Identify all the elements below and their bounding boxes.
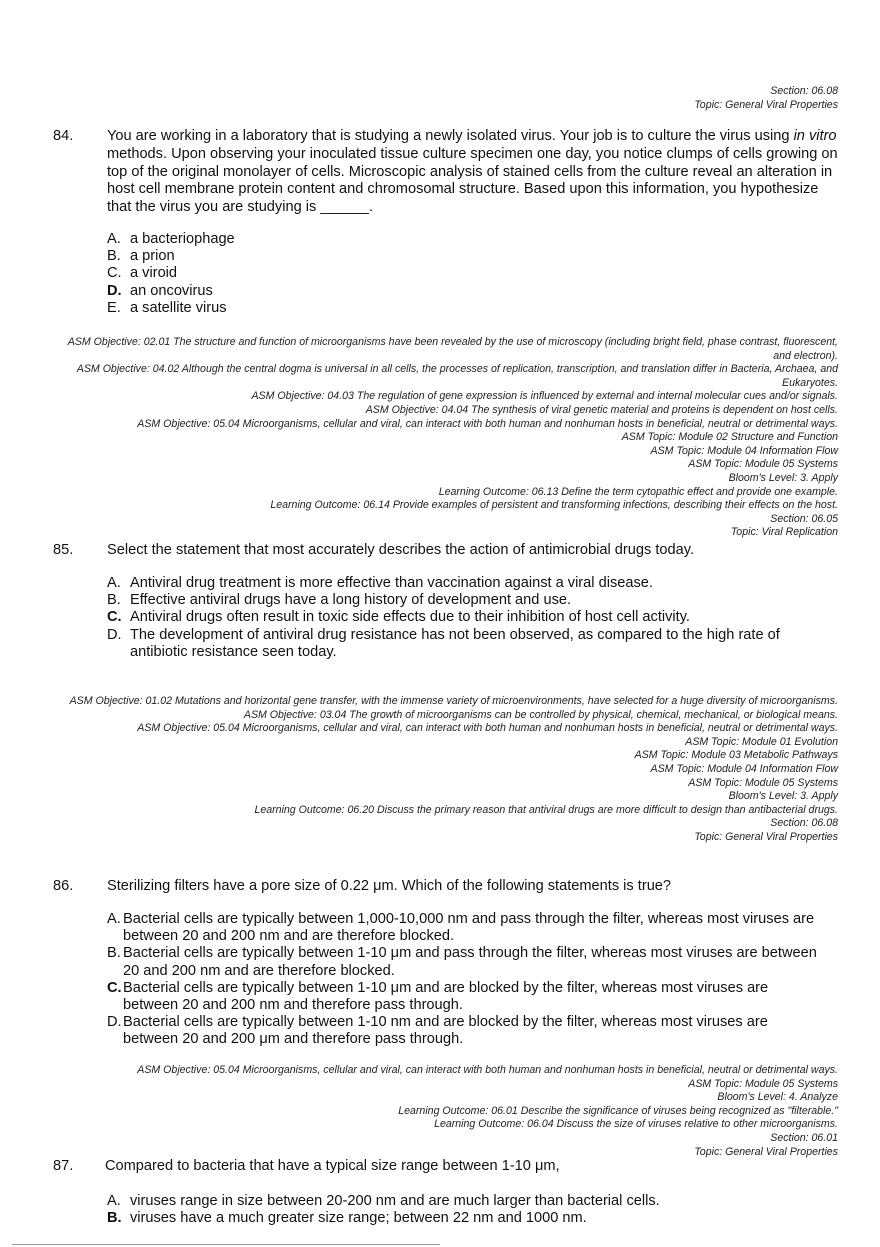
section-label: Section: 06.08 (770, 817, 838, 830)
asm-topic: ASM Topic: Module 02 Structure and Function (621, 431, 838, 444)
section-label: Section: 06.05 (770, 512, 838, 525)
answer-option-correct[interactable]: D. an oncovirus (107, 282, 213, 299)
asm-objective: ASM Objective: 04.03 The regulation of gene expression is influenced by external and internal molecular cues and/or signals. (251, 390, 838, 403)
asm-topic: ASM Topic: Module 05 Systems (688, 776, 838, 789)
asm-objective: ASM Objective: 01.02 Mutations and horizontal gene transfer, with the immense variety of microenvironments, have selected for a huge diversity of microorganisms. (69, 695, 838, 707)
answer-option[interactable]: B. Effective antiviral drugs have a long history of development and use. (107, 592, 572, 609)
learning-outcome: Learning Outcome: 06.04 Discuss the size of viruses relative to other microorganisms. (434, 1118, 838, 1131)
answer-option-correct[interactable]: B. viruses have a much greater size range; between 22 nm and 1000 nm. (107, 1210, 587, 1227)
question-text-italic: in vitro (793, 128, 837, 144)
question-text-part: You are working in a laboratory that is studying a newly isolated virus. Your job is to culture the virus using (107, 128, 794, 144)
answer-option[interactable]: A. Bacterial cells are typically between 1,000-10,000 nm and pass through the filter, whereas most viruses are between 20 and 200 nm and are therefore blocked. (107, 911, 815, 945)
question-number: 87. (53, 1158, 74, 1174)
header-meta (694, 85, 838, 112)
answer-options (107, 575, 842, 661)
asm-objective: ASM Objective: 05.04 Microorganisms, cellular and viral, can interact with both human and nonhuman hosts in beneficial, neutral or detrimental ways. (137, 722, 838, 735)
answer-option-correct[interactable]: C. Bacterial cells are typically between 1-10 μm and are blocked by the filter, whereas most viruses are between 20 and 200 nm and therefore pass through. (107, 979, 769, 1014)
question-number: 86. (53, 878, 74, 894)
answer-option[interactable]: C. a viroid (107, 265, 178, 282)
question-text-part: methods. Upon observing your inoculated tissue culture specimen one day, you notice clumps of cells growing on top of the original monolayer of cells. Microscopic analysis of stained cells from the culture reveal an alteration in host cell membrane protein content and chromosomal structure. Based upon this information, you hypothesize that the virus you are studying is ______. (107, 145, 838, 216)
blooms-level: Bloom's Level: 4. Analyze (717, 1091, 838, 1104)
answer-option[interactable]: E. a satellite virus (107, 299, 227, 316)
asm-topic: ASM Topic: Module 05 Systems (688, 1077, 838, 1090)
learning-outcome: Learning Outcome: 06.13 Define the term cytopathic effect and provide one example. (438, 485, 838, 498)
asm-topic: ASM Topic: Module 04 Information Flow (650, 762, 838, 775)
asm-objective: ASM Objective: 04.04 The synthesis of viral genetic material and proteins is dependent on host cells. (365, 403, 838, 416)
question-text: Compared to bacteria that have a typical size range between 1-10 μm, (105, 1158, 560, 1174)
question-text: Select the statement that most accurately describes the action of antimicrobial drugs today. (107, 542, 695, 558)
blooms-level: Bloom's Level: 3. Apply (728, 790, 838, 803)
asm-objective: ASM Objective: 05.04 Microorganisms, cellular and viral, can interact with both human and nonhuman hosts in beneficial, neutral or detrimental ways. (137, 417, 838, 430)
answer-option[interactable]: A. Antiviral drug treatment is more effective than vaccination against a viral disease. (107, 575, 653, 591)
question-number: 85. (53, 542, 74, 558)
answer-options (107, 911, 842, 1049)
asm-objective: ASM Objective: 04.02 Although the central dogma is universal in all cells, the processes of replication, transcription, and translation differ in Bacteria, Archaea, and Eukaryotes. (76, 363, 838, 389)
asm-objective: ASM Objective: 02.01 The structure and function of microorganisms have been revealed by the use of microscopy (including bright field, phase contrast, fluorescent, and electron). (67, 336, 838, 362)
blooms-level: Bloom's Level: 3. Apply (728, 471, 838, 484)
question-number: 84. (53, 128, 74, 144)
section-label: Section: 06.08 (770, 85, 838, 97)
question-metadata (50, 336, 838, 540)
question-text: Sterilizing filters have a pore size of 0.22 μm. Which of the following statements is true? (107, 878, 672, 894)
learning-outcome: Learning Outcome: 06.20 Discuss the primary reason that antiviral drugs are more difficult to design than antibacterial drugs. (254, 803, 838, 816)
answer-option[interactable]: B. a prion (107, 248, 175, 265)
answer-option[interactable]: B. Bacterial cells are typically between 1-10 μm and pass through the filter, whereas most viruses are between 20 and 200 nm and are therefore blocked. (107, 945, 817, 979)
question-metadata (50, 695, 838, 845)
footnote-divider (12, 1244, 440, 1245)
topic-label: Topic: General Viral Properties (694, 830, 838, 843)
answer-options (107, 1193, 842, 1227)
question-metadata (50, 1064, 838, 1159)
learning-outcome: Learning Outcome: 06.01 Describe the significance of viruses being recognized as "filterable." (398, 1104, 838, 1117)
asm-objective: ASM Objective: 03.04 The growth of microorganisms can be controlled by physical, chemical, mechanical, or biological means. (243, 708, 838, 721)
section-label: Section: 06.01 (770, 1131, 838, 1144)
topic-label: Topic: Viral Replication (730, 526, 838, 539)
answer-option[interactable]: A. viruses range in size between 20-200 nm and are much larger than bacterial cells. (107, 1193, 660, 1209)
asm-topic: ASM Topic: Module 01 Evolution (685, 735, 838, 748)
question-text (107, 128, 842, 217)
answer-options (107, 231, 842, 317)
answer-option[interactable]: D. Bacterial cells are typically between 1-10 nm and are blocked by the filter, whereas most viruses are between 20 and 200 μm and therefore pass through. (107, 1014, 768, 1048)
learning-outcome: Learning Outcome: 06.14 Provide examples of persistent and transforming infections, describing their effects on the host. (270, 499, 838, 512)
asm-topic: ASM Topic: Module 03 Metabolic Pathways (634, 749, 838, 762)
answer-option-correct[interactable]: C. Antiviral drugs often result in toxic side effects due to their inhibition of host cell activity. (107, 609, 690, 626)
topic-label: Topic: General Viral Properties (694, 1145, 838, 1158)
asm-topic: ASM Topic: Module 04 Information Flow (650, 444, 838, 457)
answer-option[interactable]: A. a bacteriophage (107, 231, 235, 247)
answer-option[interactable]: D. The development of antiviral drug resistance has not been observed, as compared to the high rate of antibiotic resistance seen today. (107, 626, 780, 660)
topic-label: Topic: General Viral Properties (694, 98, 838, 111)
asm-topic: ASM Topic: Module 05 Systems (688, 458, 838, 471)
asm-objective: ASM Objective: 05.04 Microorganisms, cellular and viral, can interact with both human and nonhuman hosts in beneficial, neutral or detrimental ways. (137, 1064, 838, 1076)
